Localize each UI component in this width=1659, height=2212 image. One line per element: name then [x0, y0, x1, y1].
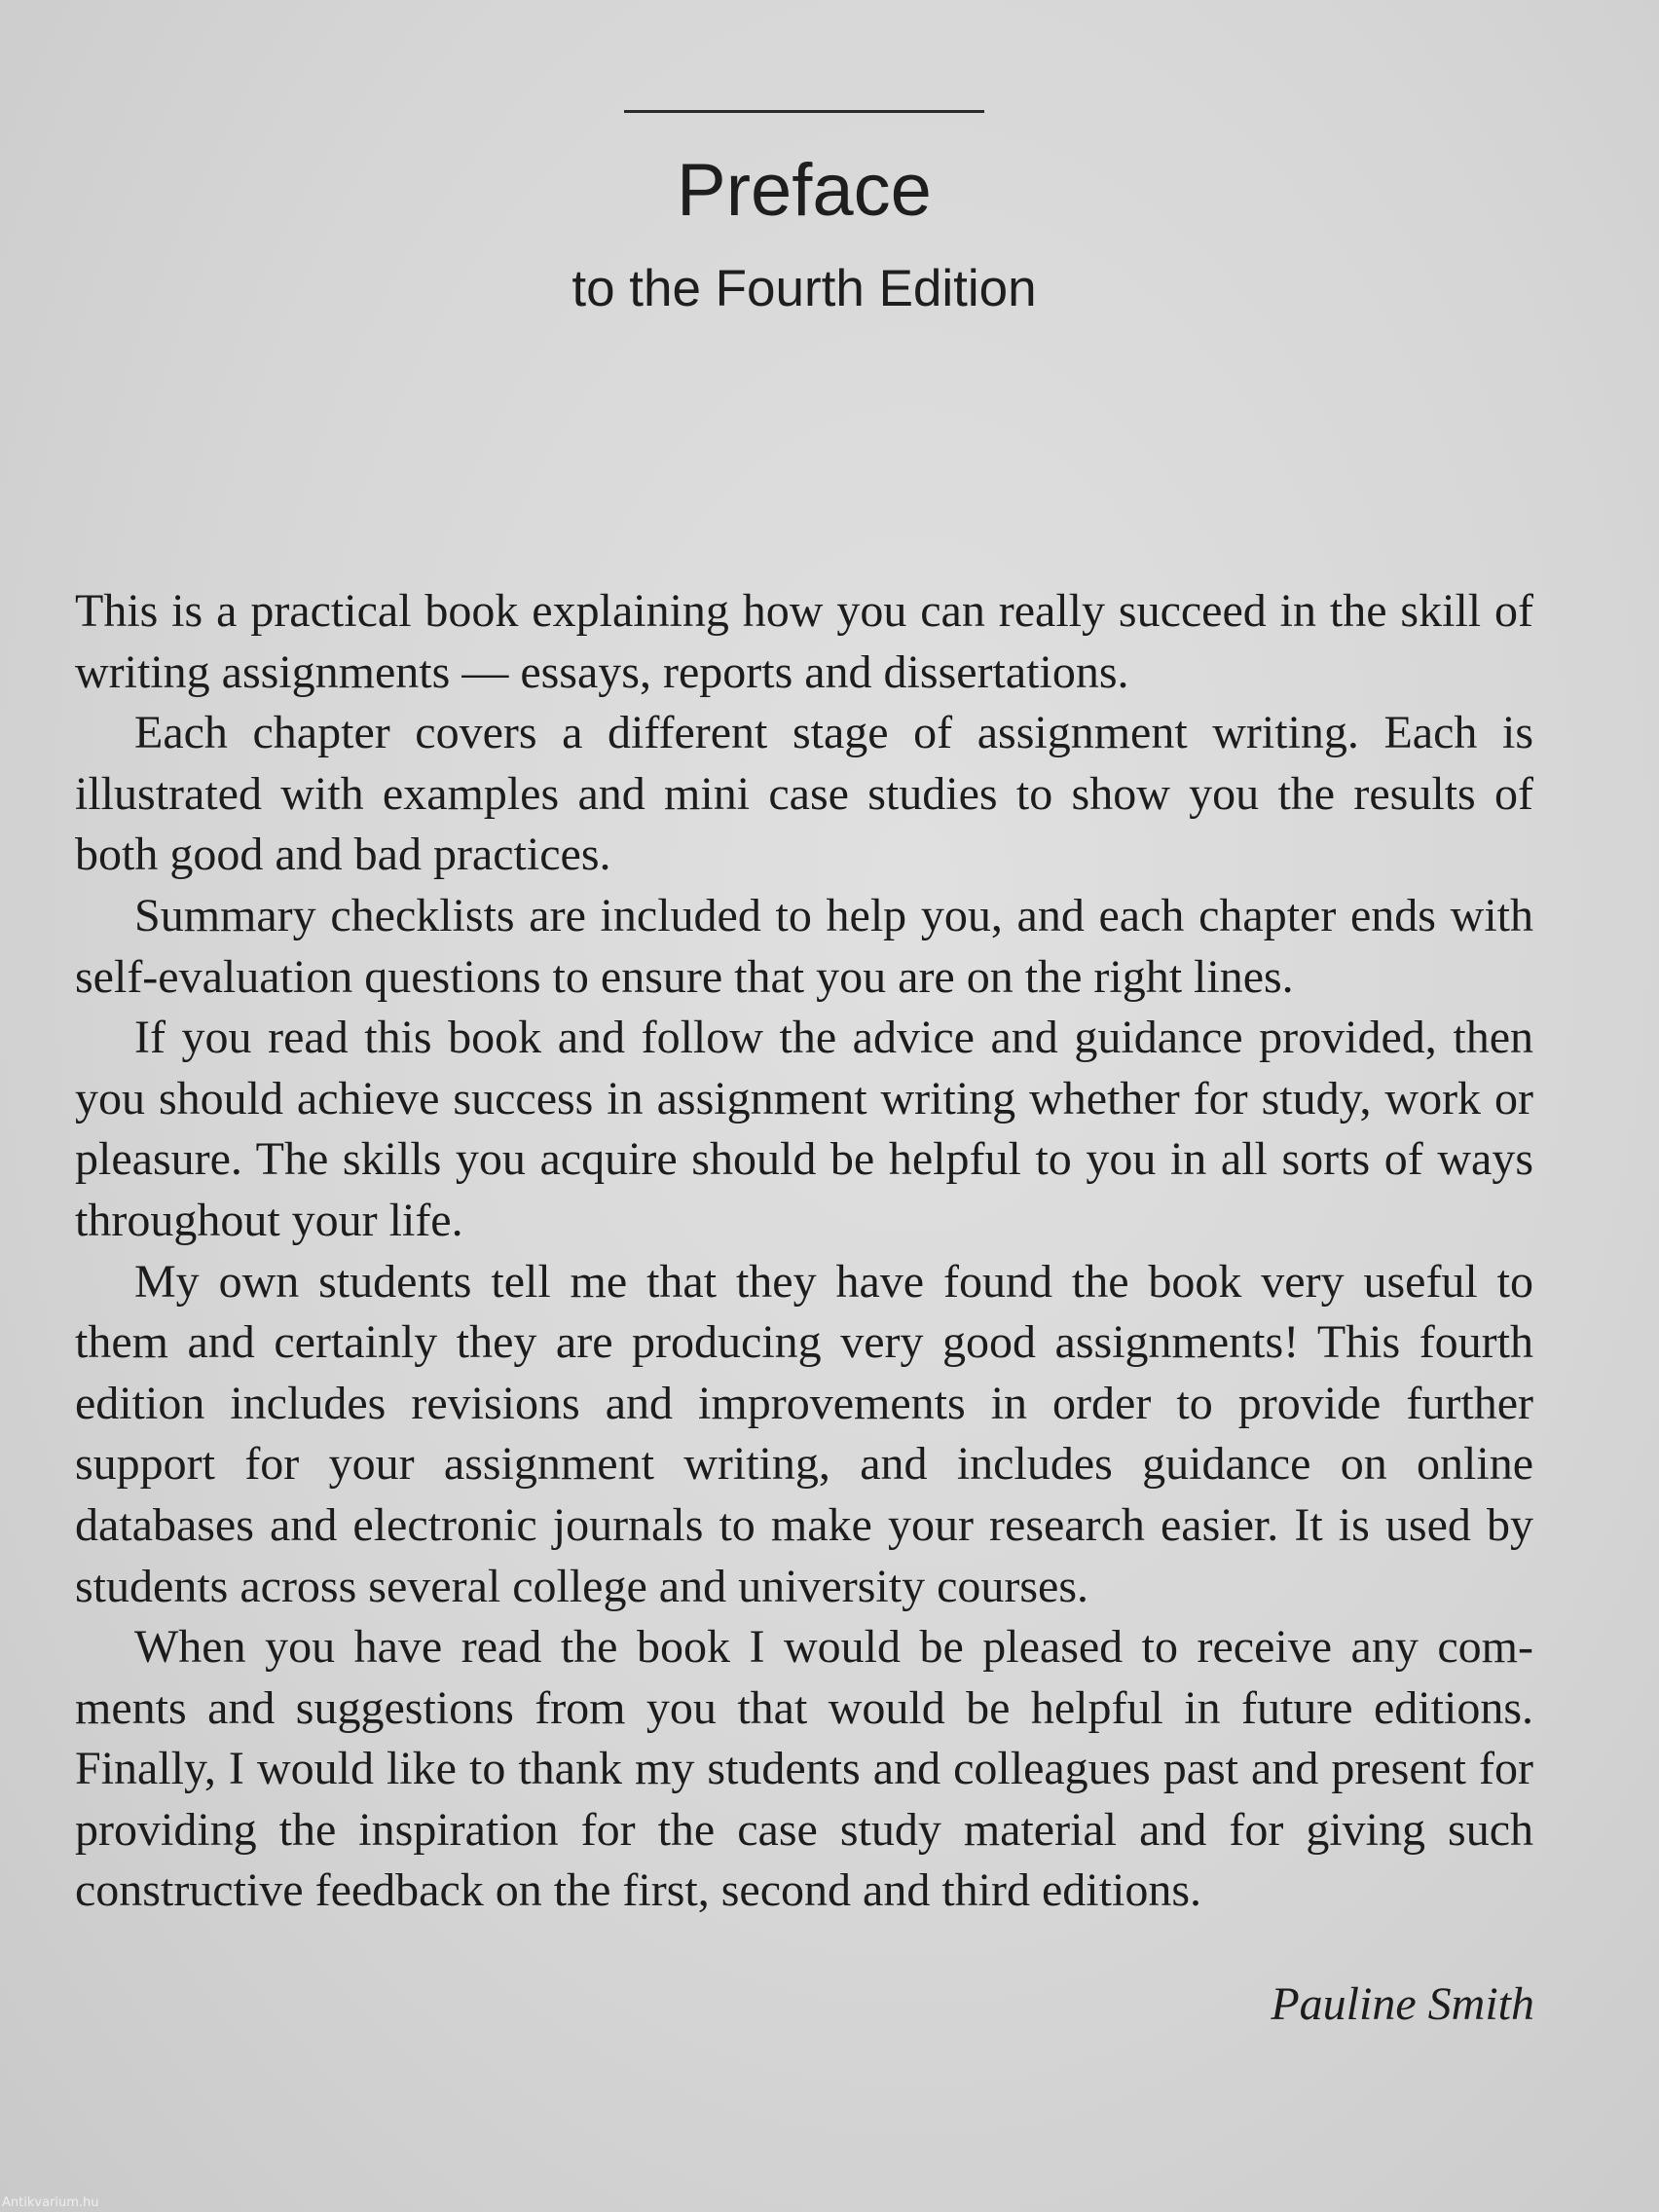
paragraph-intro: This is a practical book explaining how you can really succeed in the skill of writing assignments — essays, reports and dissertations. [75, 585, 1533, 698]
paragraph-chapters: Each chapter covers a different stage of assignment writing. Each is illustrated with examples and mini case studies to show you the results of both good and bad practices. [75, 707, 1533, 881]
author-signature: Pauline Smith [1271, 1978, 1534, 2030]
page-title: Preface [677, 149, 932, 232]
paragraph-success: If you read this book and follow the advice and guidance provided, then you should achieve success in assignment writing whether for study, work or pleasure. The skills you acquire should be helpful to you in all sorts of ways throughout your life. [75, 1012, 1533, 1246]
paragraph-students: My own students tell me that they have found the book very useful to them and certainly they are producing very good assignments! This fourth edition includes revisions and improvements in order to provide further support for your assignment writing, and includes guidance on online databases and electronic journals to make your research easier. It is used by students across several college and university courses. [75, 1255, 1533, 1612]
watermark-text: Antikvarium.hu [2, 2195, 99, 2210]
header-rule [624, 110, 984, 113]
paragraph-checklists: Summary checklists are included to help you, and each chapter ends with self-evaluation questions to ensure that you are on the right lines. [75, 889, 1533, 1003]
page-subtitle: to the Fourth Edition [571, 260, 1037, 317]
paragraph-thanks: When you have read the book I would be pleased to receive any comments and suggestions from you that would be helpful in future editions. Finally, I would like to thank my students and colleagues past and present for providing the inspiration for the case study material and for giving such constructive feedback on the first, second and third editions. [75, 1621, 1533, 1917]
preface-body [75, 581, 1533, 1922]
